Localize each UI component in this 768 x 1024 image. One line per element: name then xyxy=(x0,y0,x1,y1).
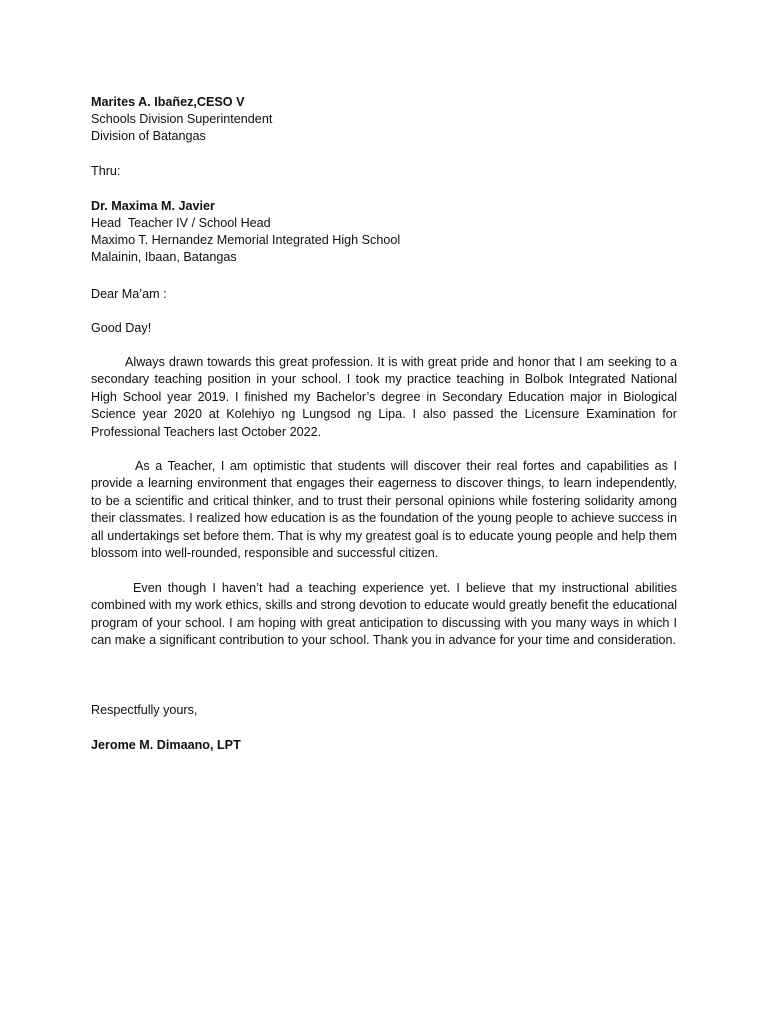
salutation: Dear Ma’am : xyxy=(91,287,167,301)
thru-school: Maximo T. Hernandez Memorial Integrated High School xyxy=(91,233,401,247)
signature-name: Jerome M. Dimaano, LPT xyxy=(91,738,241,752)
thru-label-block xyxy=(91,163,677,180)
signature-block xyxy=(91,737,677,754)
greeting-block xyxy=(91,320,677,337)
salutation-block xyxy=(91,286,677,303)
thru-name: Dr. Maxima M. Javier xyxy=(91,199,215,213)
closing: Respectfully yours, xyxy=(91,703,198,717)
body-paragraph-3: Even though I haven’t had a teaching experience yet. I believe that my instructional abilities combined with my work ethics, skills and strong devotion to educate would greatly benefit the educational program of your school. I am hoping with great anticipation to discussing with you many ways in which I can make a significant contribution to your school. Thank you in advance for your time and consideration. xyxy=(91,581,677,648)
greeting: Good Day! xyxy=(91,321,152,335)
thru-title: Head Teacher IV / School Head xyxy=(91,216,271,230)
recipient-name: Marites A. Ibañez,CESO V xyxy=(91,95,245,109)
recipient-block xyxy=(91,94,677,145)
body-paragraph-1: Always drawn towards this great profession. It is with great pride and honor that I am seeking to a secondary teaching position in your school. I took my practice teaching in Bolbok Integrated National High School year 2019. I finished my Bachelor’s degree in Secondary Education major in Biological Science year 2020 at Kolehiyo ng Lungsod ng Lipa. I also passed the Licensure Examination for Professional Teachers last October 2022. xyxy=(91,355,677,439)
thru-block xyxy=(91,198,677,266)
thru-address: Malainin, Ibaan, Batangas xyxy=(91,250,237,264)
closing-block xyxy=(91,702,677,719)
recipient-division: Division of Batangas xyxy=(91,129,206,143)
body-paragraph-2: As a Teacher, I am optimistic that students will discover their real fortes and capabilities as I provide a learning environment that engages their eagerness to discover things, to learn independently, to be a scientific and critical thinker, and to trust their personal opinions while fostering solidarity among their classmates. I realized how education is as the foundation of the young people to achieve success in all undertakings set before them. That is why my greatest goal is to educate young people and help them blossom into well-rounded, responsible and successful citizen. xyxy=(91,459,677,561)
recipient-title: Schools Division Superintendent xyxy=(91,112,273,126)
thru-label: Thru: xyxy=(91,164,121,178)
